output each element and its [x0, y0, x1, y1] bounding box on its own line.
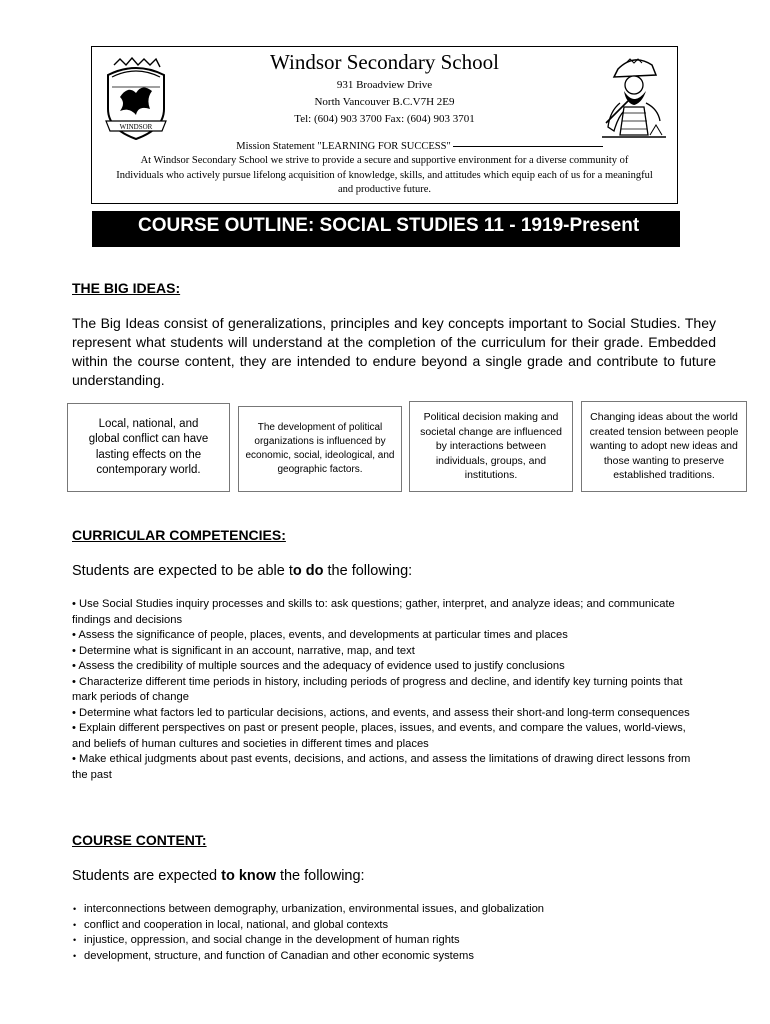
list-item: • Determine what factors led to particular decisions, actions, and events, and assess their short-and long-term consequences	[72, 706, 690, 719]
list-item: • Determine what is significant in an account, narrative, map, and text	[72, 644, 415, 657]
course-content-list	[72, 902, 714, 964]
list-item: • Explain different perspectives on past or present people, places, issues, and events, and compare the values, world-views, and beliefs of human cultures and societies in different times and places	[72, 722, 686, 750]
big-idea-text: Political decision making and societal change are influenced by interactions between individuals, groups, and institutions.	[420, 411, 562, 482]
big-idea-box-4	[581, 401, 747, 492]
list-item: • development, structure, and function of Canadian and other economic systems	[84, 949, 714, 965]
pirate-mascot-logo	[600, 51, 668, 143]
mission-rule	[453, 146, 603, 147]
competencies-list	[72, 597, 702, 783]
course-title-bar	[92, 211, 680, 247]
list-item: • Characterize different time periods in history, including periods of progress and decline, and identify key turning points that mark periods of change	[72, 675, 683, 703]
lead-pre: Students are expected to be able t	[72, 563, 293, 579]
address-line-1: 931 Broadview Drive	[336, 79, 433, 91]
big-idea-text: Local, national, and global conflict can have lasting effects on the contemporary world.	[88, 417, 209, 476]
list-item: • Assess the credibility of multiple sources and the adequacy of evidence used to justify conclusions	[72, 660, 565, 672]
mission-statement: At Windsor Secondary School we strive to provide a secure and supportive environment for a diverse community of Individuals who actively pursue lifelong acquisition of knowledge, skills, and attitudes which equip each of us for a meaningful and productive future.	[116, 155, 653, 195]
competencies-heading: CURRICULAR COMPETENCIES:	[72, 527, 286, 543]
list-item: • conflict and cooperation in local, national, and global contexts	[84, 918, 714, 934]
list-item: • Assess the significance of people, places, events, and developments at particular times and places	[72, 629, 568, 641]
competencies-lead	[72, 563, 412, 579]
list-item: • Use Social Studies inquiry processes and skills to: ask questions; gather, interpret, and analyze ideas; and communicate findings and decisions	[72, 598, 675, 626]
big-ideas-heading: THE BIG IDEAS:	[72, 280, 181, 296]
school-header	[91, 46, 678, 204]
big-ideas-intro: The Big Ideas consist of generalizations, principles and key concepts important to Social Studies. They represent what students will understand at the completion of the curriculum for their grade. Embedded within the course content, they are intended to endure beyond a single grade and contribute to future understanding.	[72, 315, 716, 388]
lead-post: the following:	[275, 868, 365, 884]
list-item: • interconnections between demography, urbanization, environmental issues, and globalization	[84, 902, 714, 918]
lead-post: the following:	[323, 563, 413, 579]
list-item: • Make ethical judgments about past events, decisions, and actions, and assess the limitations of drawing direct lessons from the past	[72, 753, 691, 781]
address-line-2: North Vancouver B.C.V7H 2E9	[314, 96, 455, 108]
list-item: • injustice, oppression, and social change in the development of human rights	[84, 933, 714, 949]
lead-pre: Students are expected	[72, 868, 222, 884]
mission-label: Mission Statement "LEARNING FOR SUCCESS"	[236, 141, 451, 152]
course-title: COURSE OUTLINE: SOCIAL STUDIES 11 - 1919-Present	[138, 215, 640, 236]
course-content-lead	[72, 868, 365, 884]
lead-bold: to know	[221, 868, 276, 884]
big-idea-box-1	[67, 403, 230, 492]
school-name: Windsor Secondary School	[270, 50, 499, 74]
mission-label-row	[92, 141, 677, 152]
big-idea-text: Changing ideas about the world created tension between people wanting to adopt new ideas and those wanting to preserve established traditions.	[589, 411, 739, 482]
crest-text: WINDSOR	[119, 123, 153, 131]
lead-bold: o do	[292, 563, 324, 579]
phone-fax: Tel: (604) 903 3700 Fax: (604) 903 3701	[294, 113, 475, 125]
big-idea-box-3	[409, 401, 573, 492]
big-idea-text: The development of political organizations is influenced by economic, social, ideological, and geographic factors.	[245, 422, 395, 475]
big-idea-box-2	[238, 406, 402, 492]
course-content-heading: COURSE CONTENT:	[72, 832, 207, 848]
